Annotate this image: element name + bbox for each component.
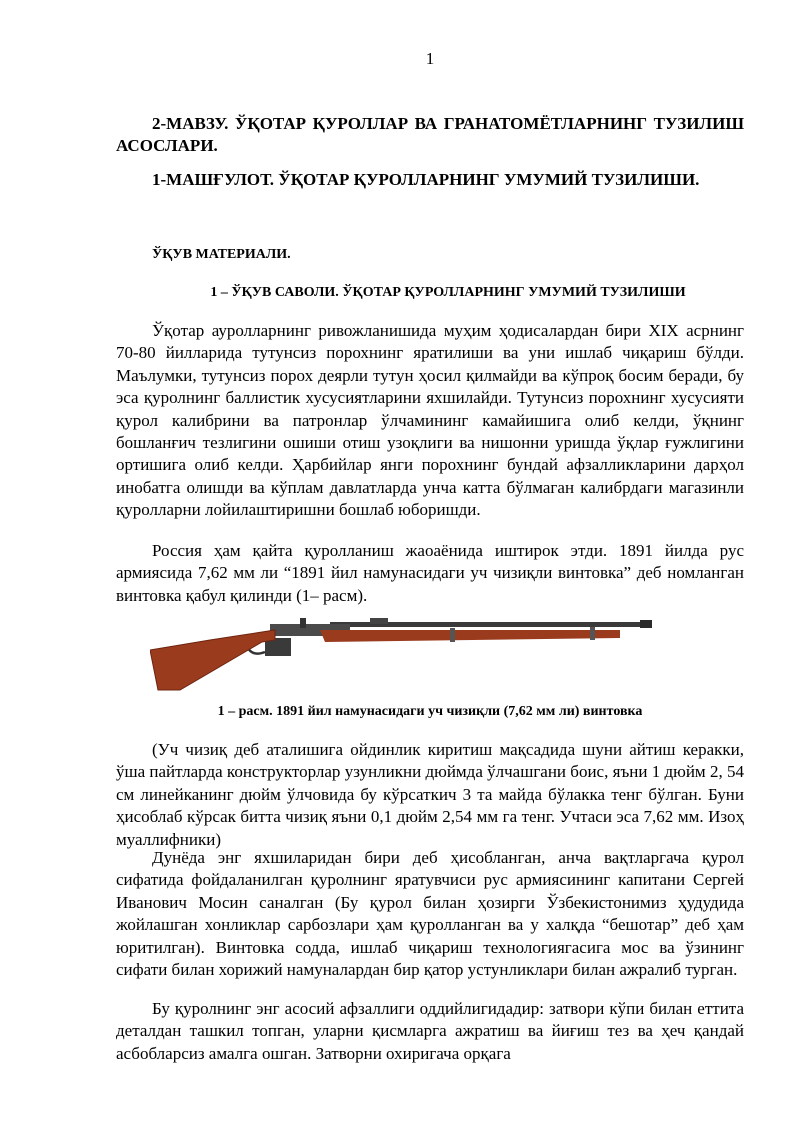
paragraph-5: Бу қуролнинг энг асосий афзаллиги оддийлигидадир: затвори кўпи билан еттита деталдан ташкил топган, уларни қисмларга ажратиш ва йиғиш тез ва ҳеч қандай асбобларсиз амалга ошган. Затворни охиригача орқага (116, 999, 744, 1063)
rifle-muzzle (640, 620, 652, 628)
paragraph-2: Россия ҳам қайта қуролланиш жаоаёнида иштирок этди. 1891 йилда рус армиясида 7,62 мм ли “1891 йил намунасидаги уч чизиқли винтовка” деб номланган винтовка қабул қилинди (1– расм). (116, 541, 744, 605)
rifle-band-2 (590, 627, 595, 640)
material-heading: ЎҚУВ МАТЕРИАЛИ. (152, 247, 291, 262)
rifle-buttstock (150, 630, 275, 690)
paragraph-1: Ўқотар ауролларнинг ривожланишида муҳим ҳодисалардан бири XIX асрнинг 70-80 йилларида тутунсиз порохнинг яратилиши ва уни ишлаб чиқариш бўлди. Маълумки, тутунсиз порох деярли тутун ҳосил қилмайди ва кўпроқ босим беради, бу эса қуролнинг баллистик хусусиятларини яхшилайди. Тутунсиз порохнинг хусусияти қурол калибрини ва патронлар ўлчамининг камайишига олиб келди, ўқнинг бошланғич тезлигини ошиши отиш узоқлиги ва нишонни уришда ўқлар ғужлигини ортишига олиб келди. Ҳарбийлар янги порохнинг бундай афзалликларини дарҳол инобатга олишди ва кўплам давлатларда унча катта бўлмаган калибрдаги магазинли қуролларни лойилаштиришни бошлаб юборишди. (116, 321, 744, 520)
rifle-band-1 (450, 628, 455, 642)
rifle-illustration (150, 612, 660, 694)
rifle-bolt-handle (300, 618, 306, 628)
rifle-rear-sight (370, 618, 388, 624)
question-heading: 1 – ЎҚУВ САВОЛИ. ЎҚОТАР ҚУРОЛЛАРНИНГ УМУМИЙ ТУЗИЛИШИ (210, 285, 686, 300)
paragraph-4: Дунёда энг яхшиларидан бири деб ҳисобланган, анча вақтларгача қурол сифатида фойдаланилган қуролнинг яратувчиси рус армиясининг капитани Сергей Иванович Мосин саналган (Бу қурол билан ҳозирги Ўзбекистонимиз ҳудудида жойлашган хонликлар сарбозлари ҳам қуролланган ва у халқда “бешотар” деб ҳам юритилган). Винтовка содда, ишлаб чиқариш технологиягасига мос ва ўзининг сифати билан хорижий намуналардан бир қатор устунликлари билан ажралиб турган. (116, 848, 744, 980)
topic-heading: 2-МАВЗУ. ЎҚОТАР ҚУРОЛЛАР ВА ГРАНАТОМЁТЛАРНИНГ ТУЗИЛИШ АСОСЛАРИ. (116, 114, 744, 155)
paragraph-3: (Уч чизиқ деб аталишига ойдинлик киритиш мақсадида шуни айтиш керакки, ўша пайтларда конструкторлар узунликни дюймда ўлчашгани боис, яъни 1 дюйм 2, 54 см линейканинг дюйм ўлчовида бу кўрсаткич 3 та майда бўлакка тенг бўлган. Буни ҳисоблаб кўрсак битта чизиқ яъни 0,1 дюйм 2,54 мм га тенг. Учтаси эса 7,62 мм. Изоҳ муаллифники) (116, 740, 744, 849)
figure-caption: 1 – расм. 1891 йил намунасидаги уч чизиқли (7,62 мм ли) винтовка (217, 704, 643, 719)
lesson-heading: 1-МАШҒУЛОТ. ЎҚОТАР ҚУРОЛЛАРНИНГ УМУМИЙ ТУЗИЛИШИ. (152, 170, 700, 189)
page-number: 1 (425, 49, 435, 68)
rifle-forestock (320, 630, 620, 642)
